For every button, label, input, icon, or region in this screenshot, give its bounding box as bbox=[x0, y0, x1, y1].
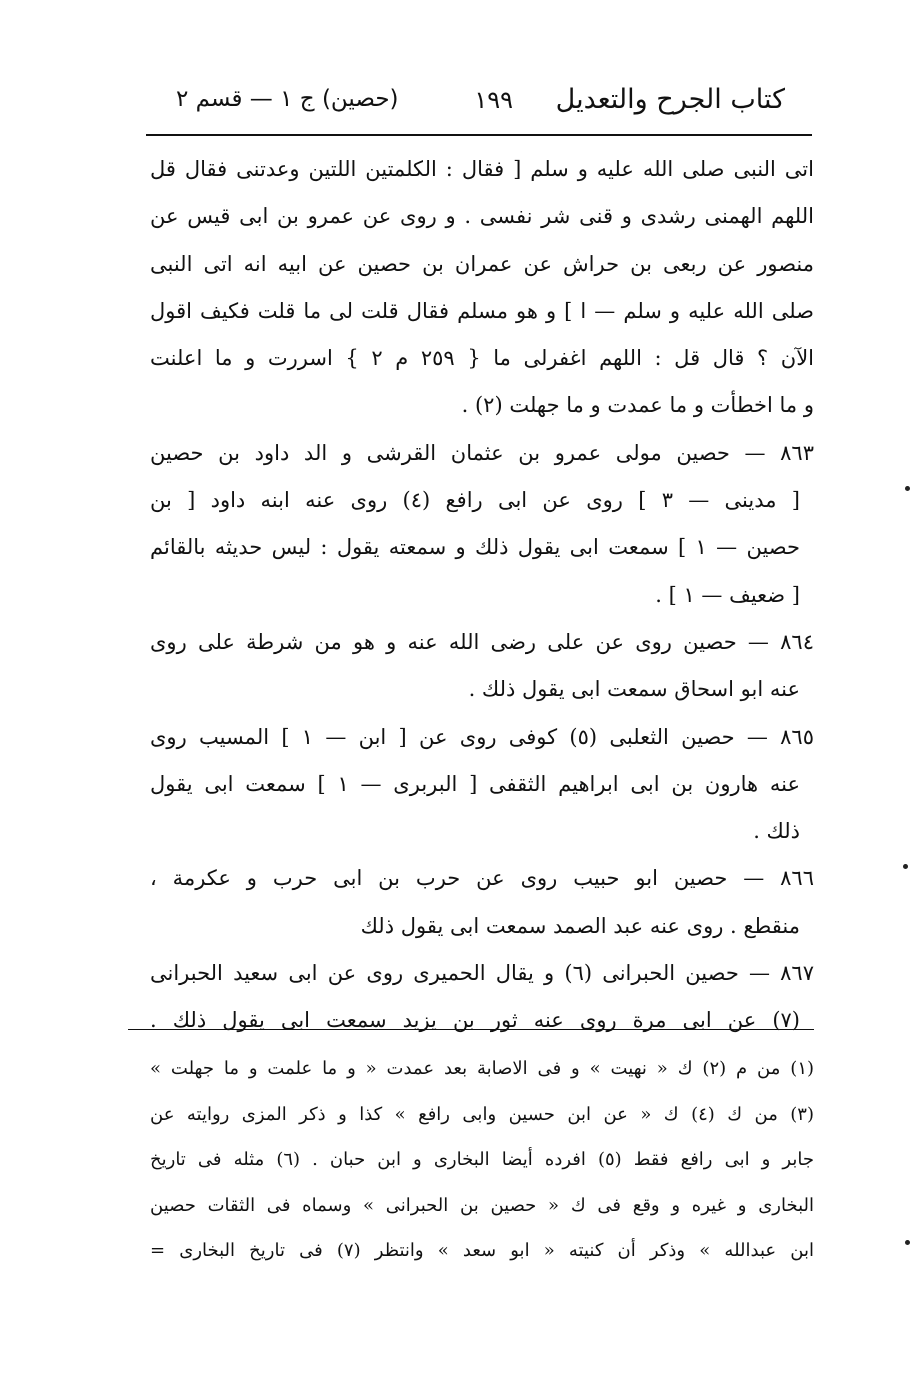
entry-867-line: ٨٦٧ — حصين الحبرانى (٦) و يقال الحميرى روى عن ابى سعيد الحبرانى bbox=[150, 961, 814, 986]
entry-865-line: ٨٦٥ — حصين الثعلبى (٥) كوفى روى عن [ ابن — ١ ] المسيب روى bbox=[150, 724, 814, 749]
text-line: (٧) عن ابى مرة روى عنه ثور بن يزيد سمعت ابى يقول ذلك . bbox=[150, 1008, 800, 1033]
footnotes bbox=[150, 1046, 814, 1274]
section-reference: (حصين) ج ١ — قسم ٢ bbox=[176, 86, 399, 112]
footnote-rule bbox=[128, 1029, 814, 1030]
text-line: ذلك . bbox=[753, 819, 800, 844]
entry-863-line: ٨٦٣ — حصين مولى عمرو بن عثمان القرشى و الد داود بن حصين bbox=[150, 440, 814, 465]
footnote-line: (٣) من ك (٤) ك « عن ابن حسين وابى رافع » كذا و ذكر المزى روايته عن bbox=[150, 1103, 814, 1125]
text-line: الآن ؟ قال قل : اللهم اغفرلى ما { ٢٥٩ م ٢ } اسررت و ما اعلنت bbox=[150, 346, 814, 371]
margin-dot bbox=[903, 864, 908, 869]
page-number: ١٩٩ bbox=[474, 86, 513, 114]
text-line: عنه ابو اسحاق سمعت ابى يقول ذلك . bbox=[468, 677, 800, 702]
main-text bbox=[150, 146, 814, 1045]
text-line: و ما اخطأت و ما عمدت و ما جهلت (٢) . bbox=[461, 393, 814, 418]
text-line: [ ضعيف — ١ ] . bbox=[655, 582, 800, 607]
running-head bbox=[150, 78, 785, 126]
text-line: عنه هارون بن ابى ابراهيم الثقفى [ البربرى — ١ ] سمعت ابى يقول bbox=[150, 771, 801, 796]
footnote-line: (١) من م (٢) ك « نهيت » و فى الاصابة بعد عمدت « و ما علمت و ما جهلت » bbox=[150, 1058, 814, 1079]
header-rule bbox=[146, 134, 812, 136]
text-line: حصين — ١ ] سمعت ابى يقول ذلك و سمعته يقول : ليس حديثه بالقائم bbox=[150, 535, 800, 560]
text-line: اللهم الهمنى رشدى و قنى شر نفسى . و روى عن عمرو بن ابى قيس عن bbox=[150, 204, 814, 229]
entry-866-line: ٨٦٦ — حصين ابو حبيب روى عن حرب بن ابى حرب و عكرمة ، bbox=[150, 866, 814, 891]
footnote-line: جابر و ابى رافع فقط (٥) افرده أيضا البخارى و ابن حبان . (٦) مثله فى تاريخ bbox=[150, 1149, 814, 1170]
entry-864-line: ٨٦٤ — حصين روى عن على رضى الله عنه و هو من شرطة على روى bbox=[150, 629, 814, 654]
text-line: صلى الله عليه و سلم — ا ] و هو مسلم فقال قلت لى ما قلت فكيف اقول bbox=[150, 298, 814, 323]
footnote-line: ابن عبدالله » وذكر أن كنيته « ابو سعد » وانتظر (٧) فى تاريخ البخارى = bbox=[150, 1240, 814, 1261]
margin-dot bbox=[905, 1240, 910, 1245]
text-line: اتى النبى صلى الله عليه و سلم [ فقال : الكلمتين اللتين وعدتنى فقال قل bbox=[150, 157, 814, 181]
text-line: منقطع . روى عنه عبد الصمد سمعت ابى يقول ذلك bbox=[360, 913, 800, 938]
text-line: [ مدينى — ٣ ] روى عن ابى رافع (٤) روى عنه ابنه داود [ بن bbox=[150, 488, 800, 513]
book-title: كتاب الجرح والتعديل bbox=[555, 84, 785, 115]
text-line: منصور عن ربعى بن حراش عن عمران بن حصين عن ابيه انه اتى النبى bbox=[150, 251, 814, 276]
footnote-line: البخارى و غيره و وقع فى ك « حصين بن الحبرانى » وسماه فى الثقات حصين bbox=[150, 1194, 814, 1216]
margin-dot bbox=[905, 486, 910, 491]
